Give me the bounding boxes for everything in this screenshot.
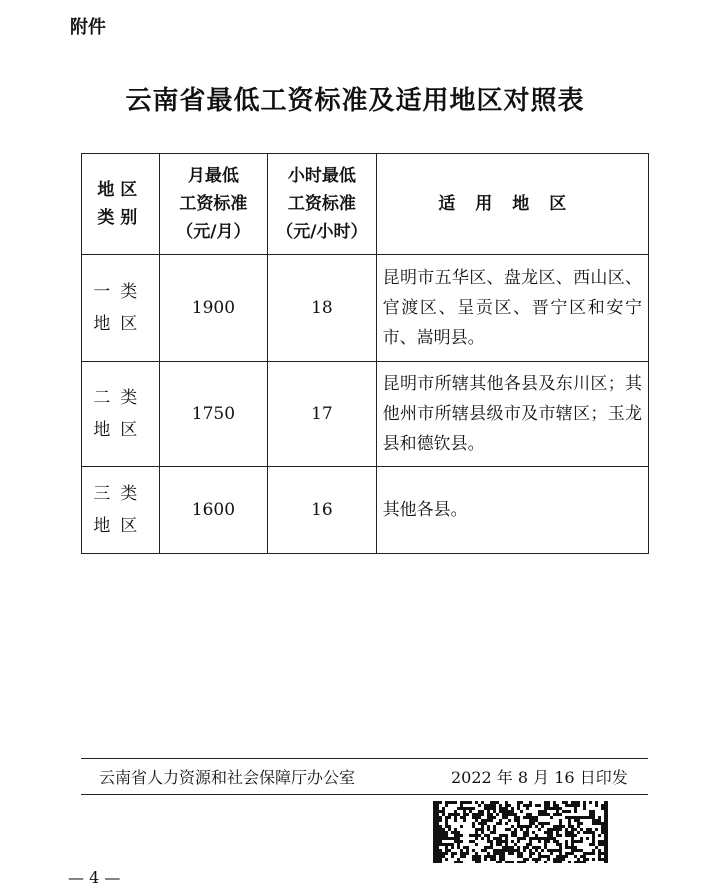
- monthly-wage-cell: 1600: [159, 467, 268, 554]
- table-row: [82, 255, 649, 362]
- header-applicable-areas: 适用地区: [376, 154, 648, 255]
- monthly-wage-cell: 1750: [159, 362, 268, 467]
- issue-date: 2022 年 8 月 16 日印发: [451, 768, 628, 787]
- attachment-label: 附件: [70, 17, 106, 38]
- header-monthly-line: （元/月）: [176, 222, 251, 242]
- header-hourly-line: 小时最低: [287, 166, 356, 186]
- footer-bottom-rule: [81, 794, 648, 795]
- region-type-line: 一类: [93, 282, 148, 302]
- hourly-wage-cell: 18: [268, 255, 377, 362]
- header-hourly-line: （元/小时）: [276, 222, 368, 242]
- region-type-cell: [82, 362, 160, 467]
- header-hourly-wage: [268, 154, 377, 255]
- header-monthly-line: 月最低: [187, 166, 239, 186]
- applicable-areas-cell: 其他各县。: [376, 467, 648, 554]
- wage-table: [81, 153, 649, 554]
- hourly-wage-cell: 16: [268, 467, 377, 554]
- region-type-line: 地区: [93, 516, 148, 536]
- applicable-areas-cell: 昆明市所辖其他各县及东川区；其他州市所辖县级市及市辖区；玉龙县和德钦县。: [376, 362, 648, 467]
- hourly-wage-cell: 17: [268, 362, 377, 467]
- region-type-line: 三类: [93, 484, 148, 504]
- table-row: [82, 362, 649, 467]
- issuer-name: 云南省人力资源和社会保障厅办公室: [99, 768, 356, 787]
- monthly-wage-cell: 1900: [159, 255, 268, 362]
- header-hourly-line: 工资标准: [287, 194, 356, 214]
- region-type-line: 地区: [93, 420, 148, 440]
- region-type-cell: [82, 255, 160, 362]
- barcode-image: [433, 801, 608, 863]
- table-header-row: [82, 154, 649, 255]
- applicable-areas-cell: 昆明市五华区、盘龙区、西山区、官渡区、呈贡区、晋宁区和安宁市、嵩明县。: [376, 255, 648, 362]
- footer-top-rule: [81, 758, 648, 759]
- page-number: — 4 —: [68, 868, 121, 887]
- region-type-line: 地区: [93, 314, 148, 334]
- page-title: 云南省最低工资标准及适用地区对照表: [125, 86, 585, 116]
- barcode-graphic: [433, 801, 608, 863]
- region-type-line: 二类: [93, 388, 148, 408]
- region-type-cell: [82, 467, 160, 554]
- header-monthly-line: 工资标准: [179, 194, 248, 214]
- table-row: [82, 467, 649, 554]
- header-region-type-line: 类别: [97, 208, 144, 228]
- header-monthly-wage: [159, 154, 268, 255]
- header-region-type-line: 地区: [97, 180, 144, 200]
- header-region-type: [82, 154, 160, 255]
